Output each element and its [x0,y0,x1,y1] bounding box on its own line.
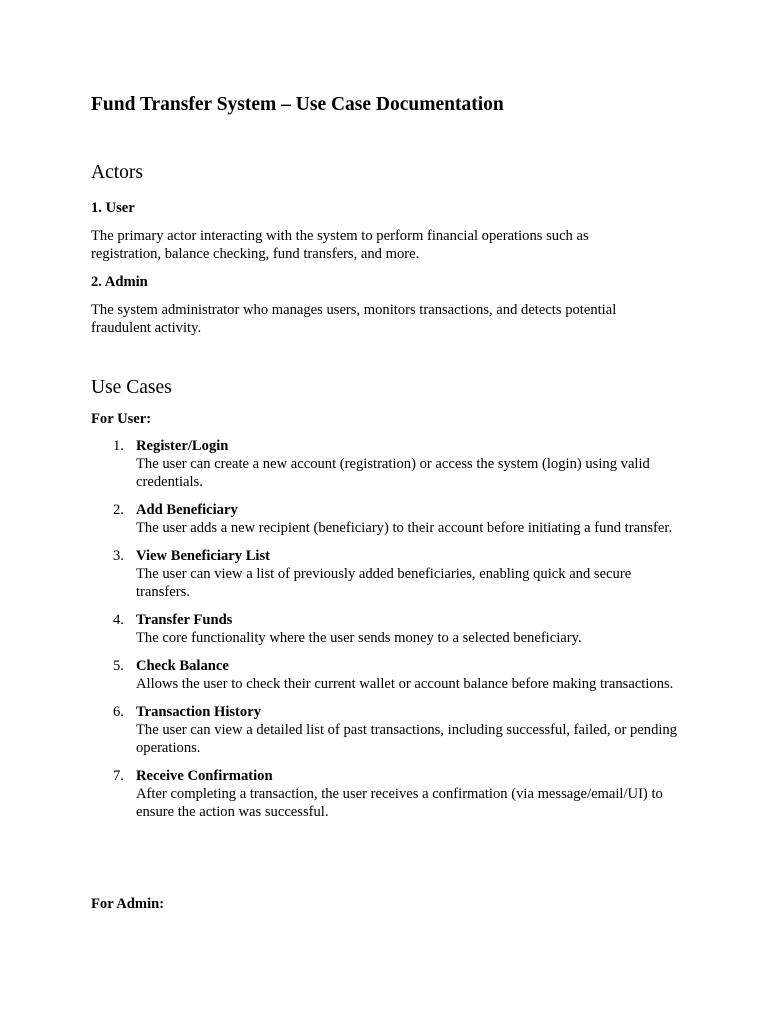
for-admin-label: For Admin: [91,896,165,912]
use-case-title: Check Balance [136,658,229,674]
use-case-item [91,611,681,647]
for-user-label: For User: [91,411,152,427]
use-case-description: Allows the user to check their current wallet or account balance before making transactions. [136,676,674,692]
use-case-title: View Beneficiary List [136,548,271,564]
use-case-description: After completing a transaction, the user receives a confirmation (via message/email/UI) to ensure the action was successful. [136,786,663,820]
use-case-description: The core functionality where the user sends money to a selected beneficiary. [136,630,582,646]
actor-admin-label: 2. Admin [91,274,148,290]
use-case-description: The user adds a new recipient (beneficiary) to their account before initiating a fund transfer. [136,520,673,536]
use-case-description: The user can create a new account (registration) or access the system (login) using valid credentials. [136,456,650,490]
use-case-title: Receive Confirmation [136,768,273,784]
use-case-title: Add Beneficiary [136,502,238,518]
use-case-number: 6. [113,704,124,720]
use-case-number: 3. [113,548,124,564]
actor-user-description: The primary actor interacting with the system to perform financial operations such as registration, balance checking, fund transfers, and more. [91,228,589,262]
use-case-number: 7. [113,768,124,784]
use-case-number: 1. [113,438,124,454]
user-use-case-list [91,437,681,831]
use-case-title: Transfer Funds [136,612,233,628]
use-case-item [91,657,681,693]
document-title: Fund Transfer System – Use Case Documentation [91,94,504,115]
use-case-number: 4. [113,612,124,628]
use-case-number: 5. [113,658,124,674]
use-case-title: Register/Login [136,438,229,454]
use-case-item [91,767,681,821]
use-case-number: 2. [113,502,124,518]
use-cases-heading: Use Cases [91,377,172,398]
use-case-title: Transaction History [136,704,261,720]
actor-admin-description: The system administrator who manages users, monitors transactions, and detects potential fraudulent activity. [91,302,617,336]
use-case-description: The user can view a detailed list of past transactions, including successful, failed, or pending operations. [136,722,678,756]
use-case-description: The user can view a list of previously added beneficiaries, enabling quick and secure transfers. [136,566,632,600]
actor-user-label: 1. User [91,200,135,216]
use-case-item [91,547,681,601]
actors-heading: Actors [91,162,143,183]
use-case-item [91,703,681,757]
use-case-item [91,501,681,537]
use-case-item [91,437,681,491]
